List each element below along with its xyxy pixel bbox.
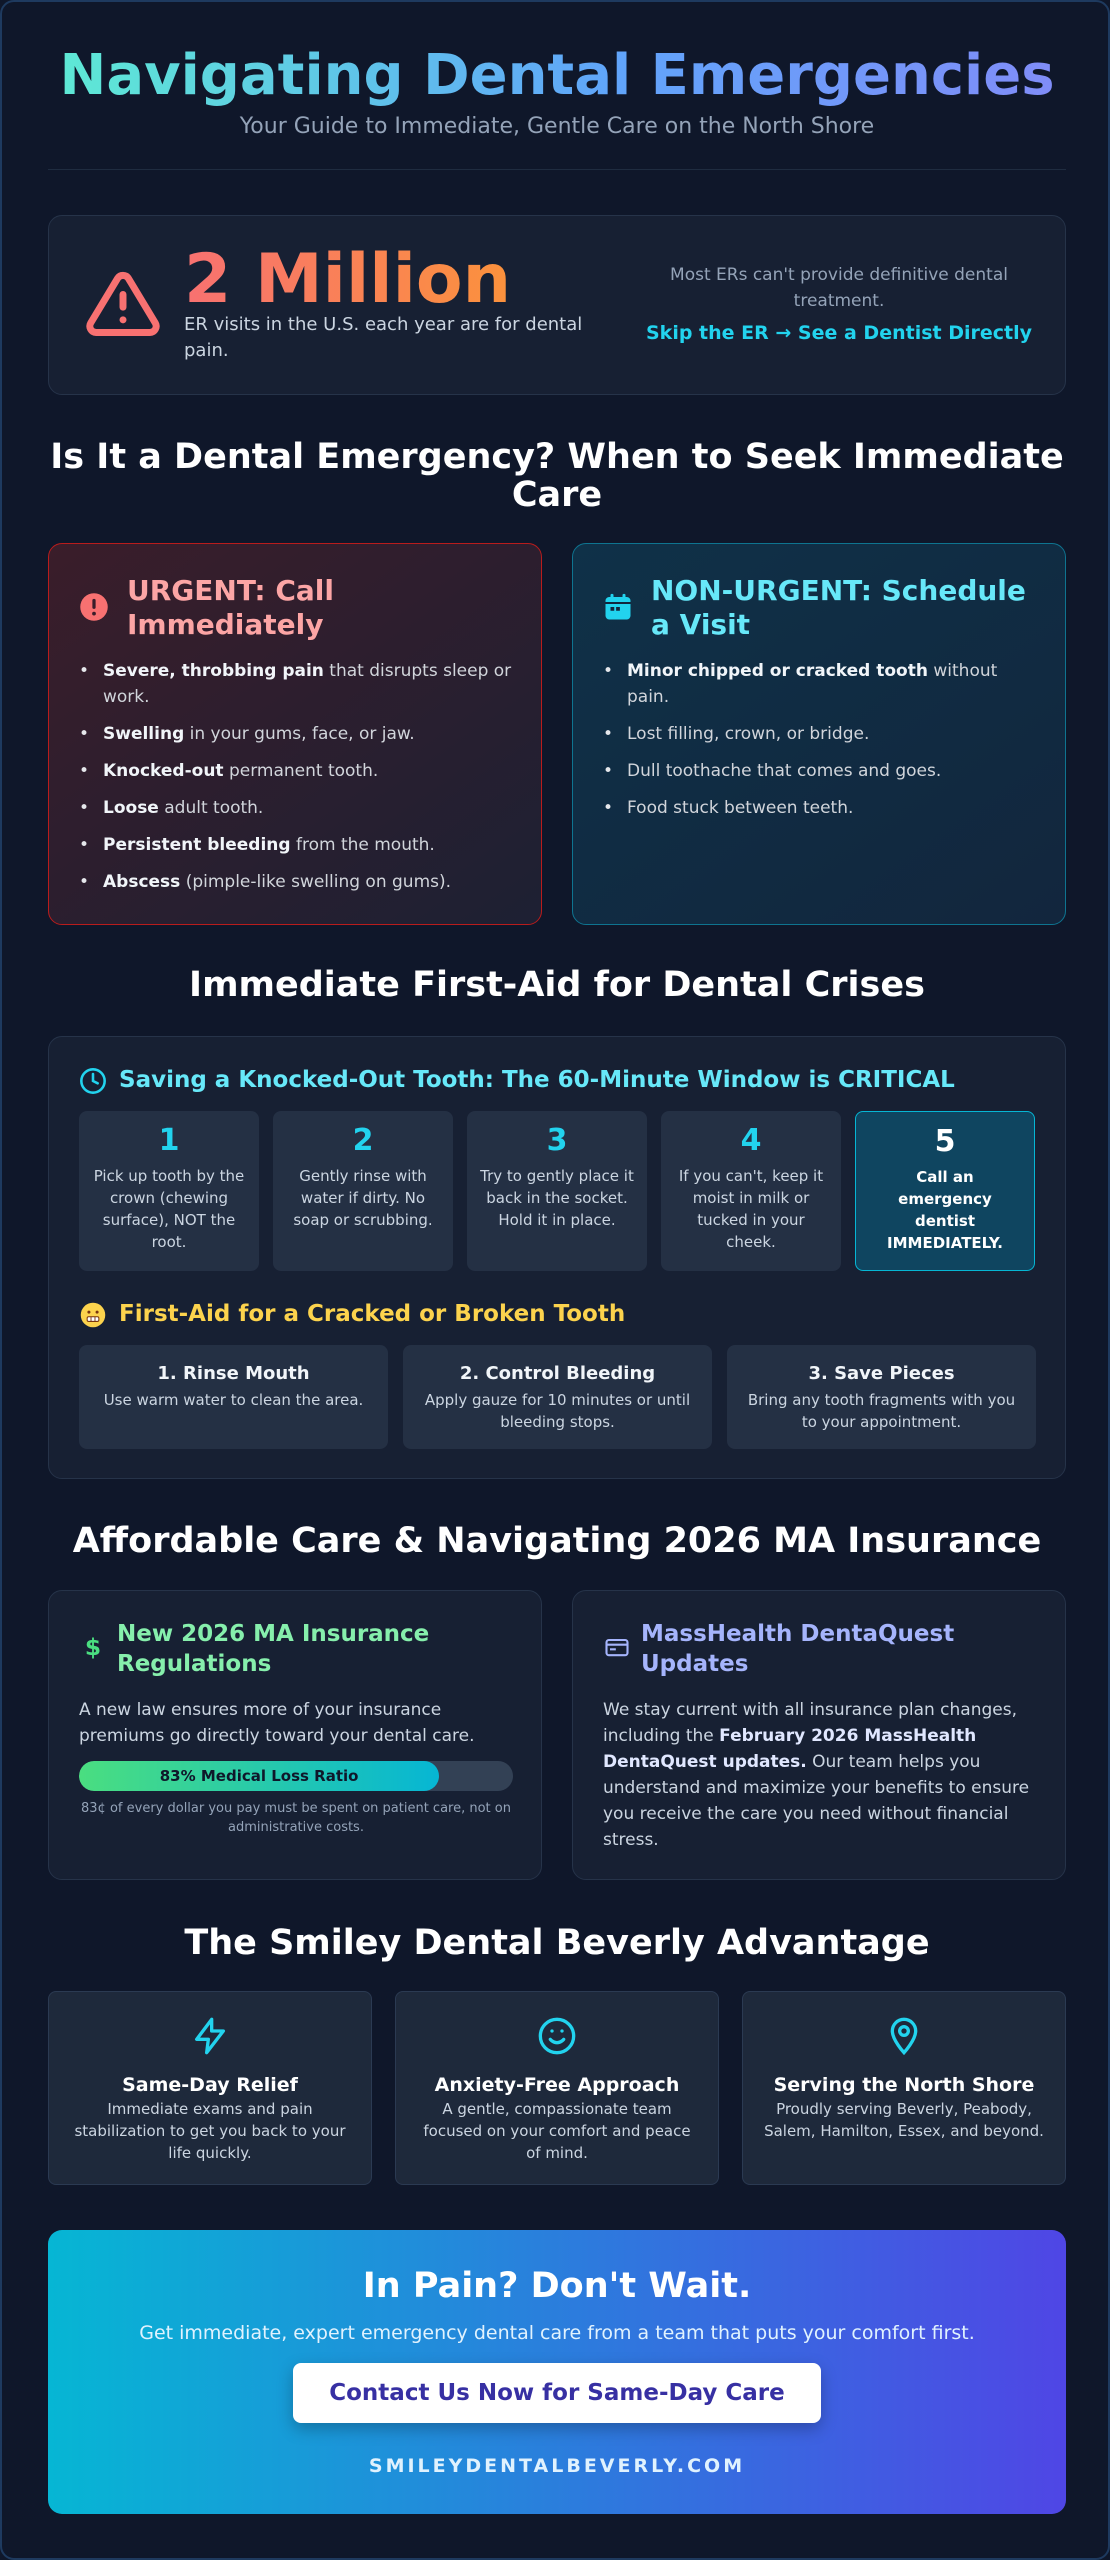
list-item — [79, 758, 519, 784]
warning-triangle-icon — [85, 266, 161, 342]
emergency-section-title: Is It a Dental Emergency? When to Seek Immediate Care — [50, 437, 1064, 515]
regulations-title: New 2026 MA Insurance Regulations — [117, 1621, 430, 1677]
list-item — [79, 832, 519, 858]
id-card-icon — [603, 1633, 631, 1661]
cracked-tooth-tip — [79, 1345, 388, 1449]
advantage-title: Same-Day Relief — [122, 2074, 298, 2096]
cta-subtext: Get immediate, expert emergency dental care from a team that puts your comfort first. — [139, 2322, 975, 2344]
skip-er-link[interactable]: Skip the ER → See a Dentist Directly — [646, 322, 1032, 344]
cta-heading: In Pain? Don't Wait. — [362, 2266, 752, 2306]
list-item-text: permanent tooth. — [223, 761, 379, 781]
regulations-body: A new law ensures more of your insurance premiums go directly toward your dental care. — [79, 1700, 475, 1746]
non-urgent-card — [572, 543, 1066, 925]
masshealth-body — [603, 1697, 1043, 1853]
urgent-list — [79, 658, 519, 906]
list-item-emphasis: Swelling — [103, 724, 185, 744]
list-item-text: (pimple-like swelling on gums). — [180, 872, 452, 892]
map-pin-icon — [884, 2016, 924, 2056]
contact-us-button[interactable]: Contact Us Now for Same-Day Care — [293, 2363, 821, 2423]
list-item-text: Dull toothache that comes and goes. — [627, 761, 942, 781]
knocked-out-step — [855, 1111, 1035, 1271]
advantage-text: Immediate exams and pain stabilization to get you back to your life quickly. — [74, 2100, 346, 2162]
tip-title: 1. Rinse Mouth — [157, 1363, 310, 1384]
masshealth-body-highlight: February 2026 MassHealth DentaQuest updates. — [603, 1726, 977, 1772]
knocked-out-title: Saving a Knocked-Out Tooth: The 60-Minute Window is CRITICAL — [119, 1067, 955, 1093]
step-number: 4 — [740, 1123, 762, 1158]
list-item — [79, 869, 519, 895]
masshealth-title: MassHealth DentaQuest Updates — [641, 1621, 955, 1677]
knocked-out-step — [467, 1111, 647, 1271]
list-item — [79, 795, 519, 821]
stat-note: Most ERs can't provide definitive dental treatment. — [670, 265, 1008, 311]
alert-circle-icon — [79, 592, 109, 622]
advantage-card-same-day — [48, 1991, 372, 2185]
list-item-text: adult tooth. — [158, 798, 264, 818]
first-aid-card — [48, 1036, 1066, 1479]
list-item-emphasis: Abscess — [103, 872, 181, 892]
cta-banner — [48, 2230, 1066, 2514]
list-item — [603, 795, 1043, 821]
list-item-text: that disrupts sleep or work. — [103, 661, 512, 707]
list-item-emphasis: Minor chipped or cracked tooth — [627, 661, 928, 681]
stat-description: ER visits in the U.S. each year are for dental pain. — [184, 314, 583, 361]
list-item — [603, 721, 1043, 747]
step-text: Call an emergency dentist IMMEDIATELY. — [887, 1168, 1003, 1252]
insurance-section-title: Affordable Care & Navigating 2026 MA Insurance — [72, 1521, 1042, 1561]
advantage-card-north-shore — [742, 1991, 1066, 2185]
advantage-text: A gentle, compassionate team focused on your comfort and peace of mind. — [423, 2100, 691, 2162]
dollar-icon — [79, 1633, 107, 1661]
medical-loss-ratio-bar — [79, 1761, 513, 1791]
step-text: Try to gently place it back in the socket. Hold it in place. — [480, 1167, 634, 1229]
list-item-text: Lost filling, crown, or bridge. — [627, 724, 870, 744]
list-item-emphasis: Knocked-out — [103, 761, 224, 781]
tip-title: 2. Control Bleeding — [459, 1363, 656, 1384]
step-text: Gently rinse with water if dirty. No soap or scrubbing. — [293, 1167, 433, 1229]
calendar-icon — [603, 592, 633, 622]
advantage-text: Proudly serving Beverly, Peabody, Salem, Hamilton, Essex, and beyond. — [764, 2100, 1044, 2140]
tip-text: Use warm water to clean the area. — [103, 1391, 364, 1409]
list-item — [79, 721, 519, 747]
knocked-out-step — [273, 1111, 453, 1271]
list-item-emphasis: Loose — [103, 798, 159, 818]
list-item-emphasis: Persistent bleeding — [103, 835, 291, 855]
step-number: 1 — [158, 1123, 180, 1158]
header-divider — [48, 169, 1066, 170]
list-item — [79, 658, 519, 710]
step-number: 3 — [546, 1123, 568, 1158]
list-item-emphasis: Severe, throbbing pain — [103, 661, 324, 681]
tip-title: 3. Save Pieces — [808, 1363, 955, 1384]
cracked-tooth-title: First-Aid for a Cracked or Broken Tooth — [119, 1301, 626, 1327]
list-item — [603, 758, 1043, 784]
svg-text:$: $ — [84, 1633, 102, 1661]
stat-value: 2 Million — [184, 240, 512, 319]
tip-text: Apply gauze for 10 minutes or until bleeding stops. — [424, 1391, 691, 1431]
advantage-title: Anxiety-Free Approach — [434, 2074, 680, 2096]
advantage-section-title: The Smiley Dental Beverly Advantage — [184, 1923, 930, 1963]
urgent-title: URGENT: Call Immediately — [127, 574, 334, 641]
knocked-out-step — [79, 1111, 259, 1271]
knocked-out-step — [661, 1111, 841, 1271]
page-title: Navigating Dental Emergencies — [48, 38, 1066, 114]
masshealth-card — [572, 1590, 1066, 1880]
first-aid-section-title: Immediate First-Aid for Dental Crises — [189, 965, 925, 1005]
masshealth-body-intro: We stay current with all insurance plan changes, including the — [603, 1700, 1018, 1746]
non-urgent-title: NON-URGENT: Schedule a Visit — [651, 574, 1026, 641]
advantage-card-anxiety-free — [395, 1991, 719, 2185]
step-text: Pick up tooth by the crown (chewing surface), NOT the root. — [93, 1167, 245, 1251]
er-visits-stat-card — [48, 215, 1066, 395]
grimace-face-icon — [79, 1301, 107, 1329]
cracked-tooth-tip — [727, 1345, 1036, 1449]
insurance-regulations-card — [48, 1590, 542, 1880]
list-item-text: Food stuck between teeth. — [627, 798, 854, 818]
website-url[interactable]: SMILEYDENTALBEVERLY.COM — [368, 2455, 746, 2477]
medical-loss-ratio-note: 83¢ of every dollar you pay must be spent on patient care, not on administrative costs. — [81, 1801, 511, 1835]
non-urgent-list — [603, 658, 1043, 832]
step-text: If you can't, keep it moist in milk or tucked in your cheek. — [678, 1167, 824, 1251]
step-number: 2 — [352, 1123, 374, 1158]
cracked-tooth-tip — [403, 1345, 712, 1449]
step-number: 5 — [934, 1124, 956, 1159]
page-subtitle: Your Guide to Immediate, Gentle Care on the North Shore — [239, 114, 875, 139]
clock-icon — [79, 1067, 107, 1095]
urgent-card — [48, 543, 542, 925]
smile-icon — [537, 2016, 577, 2056]
medical-loss-ratio-label: 83% Medical Loss Ratio — [159, 1767, 359, 1785]
list-item-text: from the mouth. — [290, 835, 435, 855]
list-item — [603, 658, 1043, 710]
lightning-icon — [190, 2016, 230, 2056]
list-item-text: without pain. — [627, 661, 998, 707]
tip-text: Bring any tooth fragments with you to your appointment. — [747, 1391, 1016, 1431]
masshealth-body-rest: Our team helps you understand and maximize your benefits to ensure you receive the care you need without financial stress. — [603, 1752, 1030, 1850]
list-item-text: in your gums, face, or jaw. — [184, 724, 415, 744]
advantage-title: Serving the North Shore — [773, 2074, 1035, 2096]
header — [48, 38, 1066, 139]
